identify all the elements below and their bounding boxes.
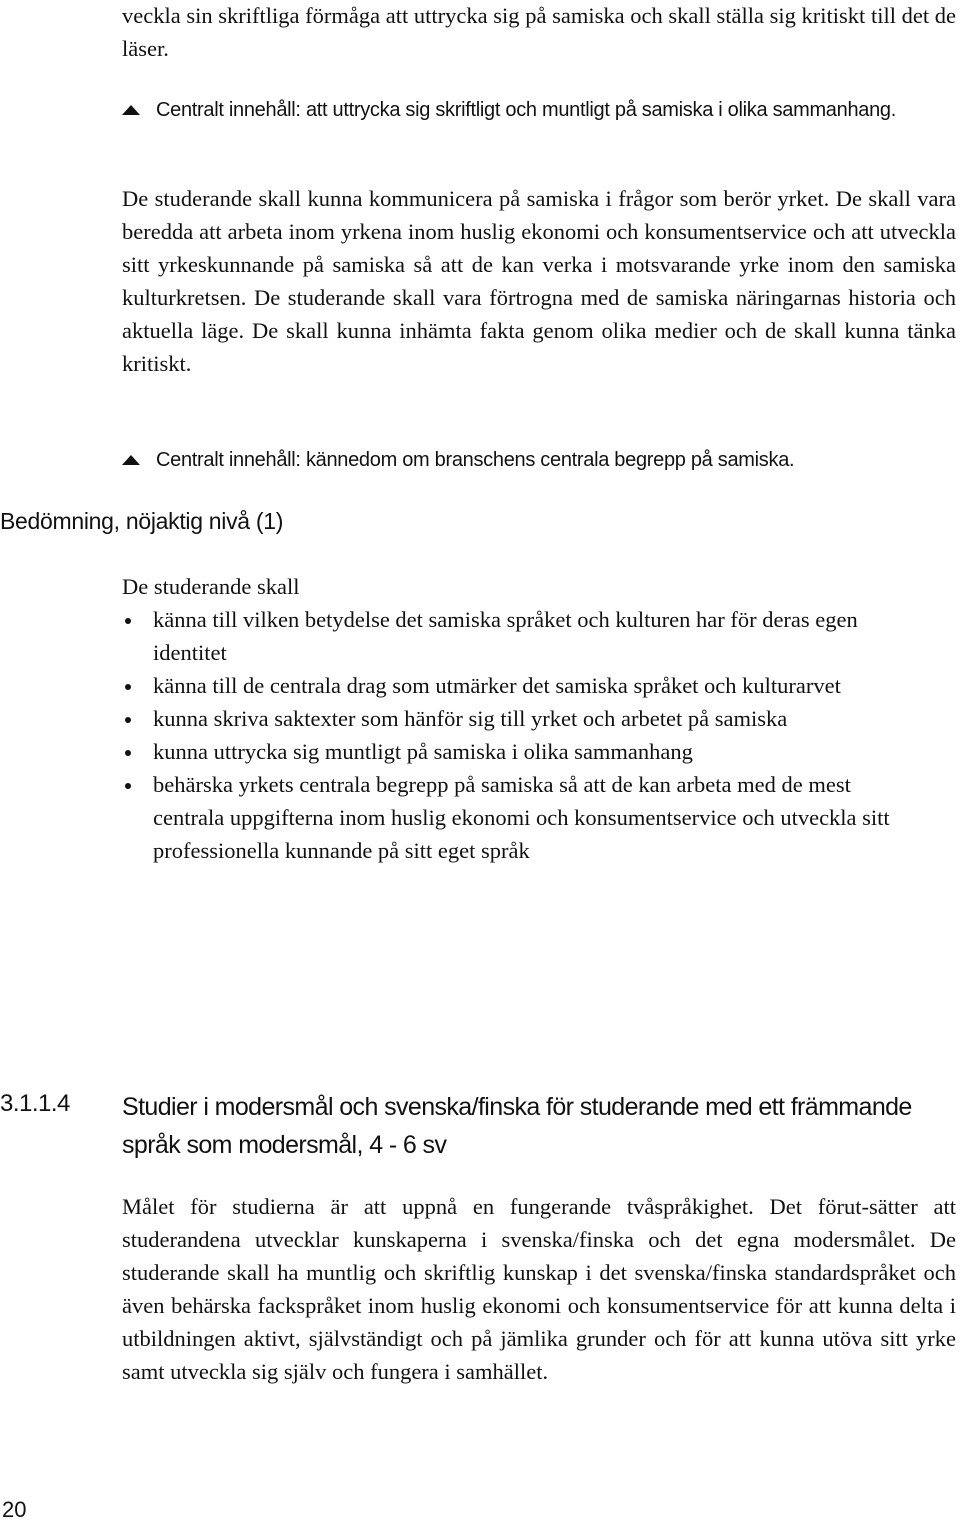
paragraph-communication: De studerande skall kunna kommunicera på samiska i frågor som berör yrket. De skall vara beredda att arbeta inom yrkena inom huslig ekonomi och konsumentservice och att utveckla sitt yrkeskunnande på samiska så att de kan verka i motsvarande yrke inom den samiska kulturkretsen. De studerande skall vara förtrogna med de samiska näringarnas historia och aktuella läge. De skall kunna inhämta fakta genom olika medier och de skall kunna tänka kritiskt. (122, 186, 956, 376)
triangle-up-icon (122, 455, 140, 465)
page-number: 20 (2, 1497, 27, 1522)
bullet-icon (125, 684, 131, 690)
section-number: 3.1.1.4 (0, 1090, 70, 1117)
list-item (122, 603, 922, 669)
list-item-text: kunna skriva saktexter som hänför sig till yrket och arbetet på samiska (153, 706, 788, 731)
central-content-1-text: Centralt innehåll: att uttrycka sig skriftligt och muntligt på samiska i olika sammanhang. (156, 99, 897, 121)
assessment-criteria (122, 570, 922, 867)
list-item-text: känna till vilken betydelse det samiska språket och kulturen har för deras egen identitet (153, 607, 858, 665)
list-item (122, 735, 922, 768)
central-content-2 (122, 442, 956, 478)
assessment-heading: Bedömning, nöjaktig nivå (1) (0, 508, 284, 534)
central-content-1 (122, 92, 956, 128)
list-item-text: kunna uttrycka sig muntligt på samiska i olika sammanhang (153, 739, 693, 764)
list-item-text: behärska yrkets centrala begrepp på samiska så att de kan arbeta med de mest centrala uppgifterna inom huslig ekonomi och konsumentservice och utveckla sitt professionella kunnande på sitt eget språk (153, 772, 890, 863)
list-item (122, 702, 922, 735)
assessment-list (122, 603, 922, 867)
bullet-icon (125, 783, 131, 789)
section-paragraph: Målet för studierna är att uppnå en fungerande tvåspråkighet. Det förut-sätter att studerandena utvecklar kunskaperna i svenska/finska och det egna modersmålet. De studerande skall ha muntlig och skriftlig kunskap i det svenska/finska standardspråket och även behärska fackspråket inom huslig ekonomi och konsumentservice för att kunna delta i utbildningen aktivt, självständigt och på jämlika grunder och för att kunna utöva sitt yrke samt utveckla sig själv och fungera i samhället. (122, 1194, 956, 1384)
list-item-text: känna till de centrala drag som utmärker det samiska språket och kulturarvet (153, 673, 841, 698)
triangle-up-icon (122, 105, 140, 115)
list-item (122, 768, 922, 867)
bullet-icon (125, 750, 131, 756)
bullet-icon (125, 717, 131, 723)
section-title: Studier i modersmål och svenska/finska för studerande med ett främmande språk som modersmål, 4 - 6 sv (122, 1093, 912, 1159)
assessment-intro: De studerande skall (122, 574, 300, 599)
top-paragraph: veckla sin skriftliga förmåga att uttrycka sig på samiska och skall ställa sig kritiskt till det de läser. (122, 3, 956, 61)
central-content-2-text: Centralt innehåll: kännedom om branschens centrala begrepp på samiska. (156, 449, 795, 471)
bullet-icon (125, 618, 131, 624)
list-item (122, 669, 922, 702)
